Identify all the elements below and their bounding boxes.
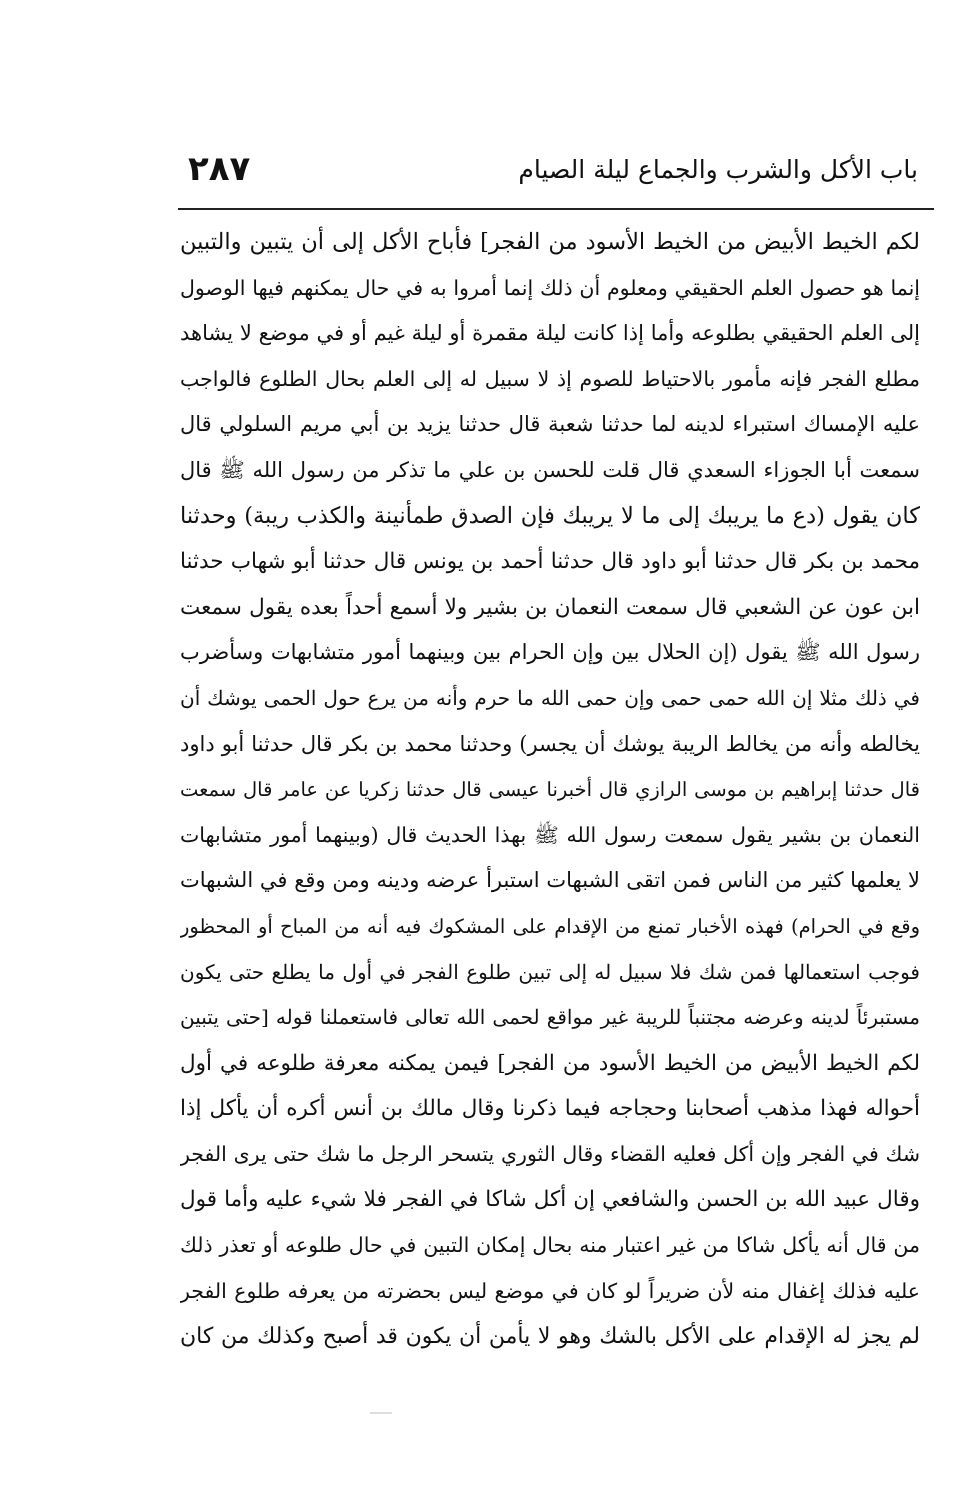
text-line: فوجب استعمالها فمن شك فلا سبيل له إلى تبين طلوع الفجر في أول ما يطلع حتى يكون [180, 959, 920, 984]
text-line: ابن عون عن الشعبي قال سمعت النعمان بن بشير ولا أسمع أحداً بعده يقول سمعت [180, 594, 920, 620]
text-line: كان يقول (دع ما يريبك إلى ما لا يريبك فإن الصدق طمأنينة والكذب ريبة) وحدثنا [180, 502, 920, 529]
text-line: النعمان بن بشير يقول سمعت رسول الله ﷺ بهذا الحديث قال (وبينهما أمور متشابهات [180, 822, 920, 847]
text-line: في ذلك مثلا إن الله حمى حمى وإن حمى الله ما حرم وأنه من يرع حول الحمى يوشك أن [180, 685, 920, 710]
text-line: إلى العلم الحقيقي بطلوعه وأما إذا كانت ليلة مقمرة أو ليلة غيم أو في موضع لا يشاهد [180, 321, 920, 346]
text-line: من قال أنه يأكل شاكا من غير اعتبار منه بحال إمكان التبين في حال طلوعه أو تعذر ذلك [180, 1233, 920, 1258]
text-line: مستبرئاً لدينه وعرضه مجتنباً للريبة غير مواقع لحمى الله تعالى فاستعملنا قوله [حتى يتبين [180, 1005, 920, 1030]
text-line: قال حدثنا إبراهيم بن موسى الرازي قال أخبرنا عيسى قال حدثنا زكريا عن عامر قال سمعت [180, 778, 920, 802]
text-line: شك في الفجر وإن أكل فعليه القضاء وقال الثوري يتسحر الرجل ما شك حتى يرى الفجر [180, 1141, 920, 1166]
text-line: عليه فذلك إغفال منه لأن ضريراً لو كان في موضع ليس بحضرته من يعرفه طلوع الفجر [180, 1278, 920, 1303]
scan-speck [370, 1412, 392, 1414]
running-title: باب الأكل والشرب والجماع ليلة الصيام [518, 155, 918, 184]
text-line: لم يجز له الإقدام على الأكل بالشك وهو لا يأمن أن يكون قد أصبح وكذلك من كان [180, 1324, 920, 1350]
text-line: سمعت أبا الجوزاء السعدي قال قلت للحسن بن علي ما تذكر من رسول الله ﷺ قال [180, 457, 920, 482]
text-line: أحواله فهذا مذهب أصحابنا وحجاجه فيما ذكرنا وقال مالك بن أنس أكره أن يأكل إذا [180, 1096, 920, 1122]
page-number: ٢٨٧ [188, 149, 251, 189]
text-line: إنما هو حصول العلم الحقيقي ومعلوم أن ذلك إنما أمروا به في حال يمكنهم فيها الوصول [180, 275, 920, 300]
text-line: عليه الإمساك استبراء لدينه لما حدثنا شعبة قال حدثنا يزيد بن أبي مريم السلولي قال [180, 412, 920, 437]
page-header [178, 145, 934, 203]
body-text [180, 220, 920, 1360]
text-line: يخالطه وأنه من يخالط الريبة يوشك أن يجسر) وحدثنا محمد بن بكر قال حدثنا أبو داود [180, 731, 920, 756]
header-rule [178, 208, 934, 210]
text-line: مطلع الفجر فإنه مأمور بالاحتياط للصوم إذ لا سبيل له إلى العلم بحال الطلوع فالواجب [180, 366, 920, 391]
text-line: لا يعلمها كثير من الناس فمن اتقى الشبهات استبرأ عرضه ودينه ومن وقع في الشبهات [180, 868, 920, 893]
text-line: وقع في الحرام) فهذه الأخبار تمنع من الإقدام على المشكوك فيه أنه من المباح أو المحظور [180, 914, 920, 938]
text-line: وقال عبيد الله بن الحسن والشافعي إن أكل شاكا في الفجر فلا شيء عليه وأما قول [180, 1187, 920, 1213]
text-line: لكم الخيط الأبيض من الخيط الأسود من الفجر] فيمن يمكنه معرفة طلوعه في أول [180, 1050, 920, 1076]
text-line: محمد بن بكر قال حدثنا أبو داود قال حدثنا أحمد بن يونس قال حدثنا أبو شهاب حدثنا [180, 549, 920, 575]
text-line: رسول الله ﷺ يقول (إن الحلال بين وإن الحرام بين وبينهما أمور متشابهات وسأضرب [180, 640, 920, 665]
text-line: لكم الخيط الأبيض من الخيط الأسود من الفجر] فأباح الأكل إلى أن يتبين والتبين [180, 229, 920, 255]
